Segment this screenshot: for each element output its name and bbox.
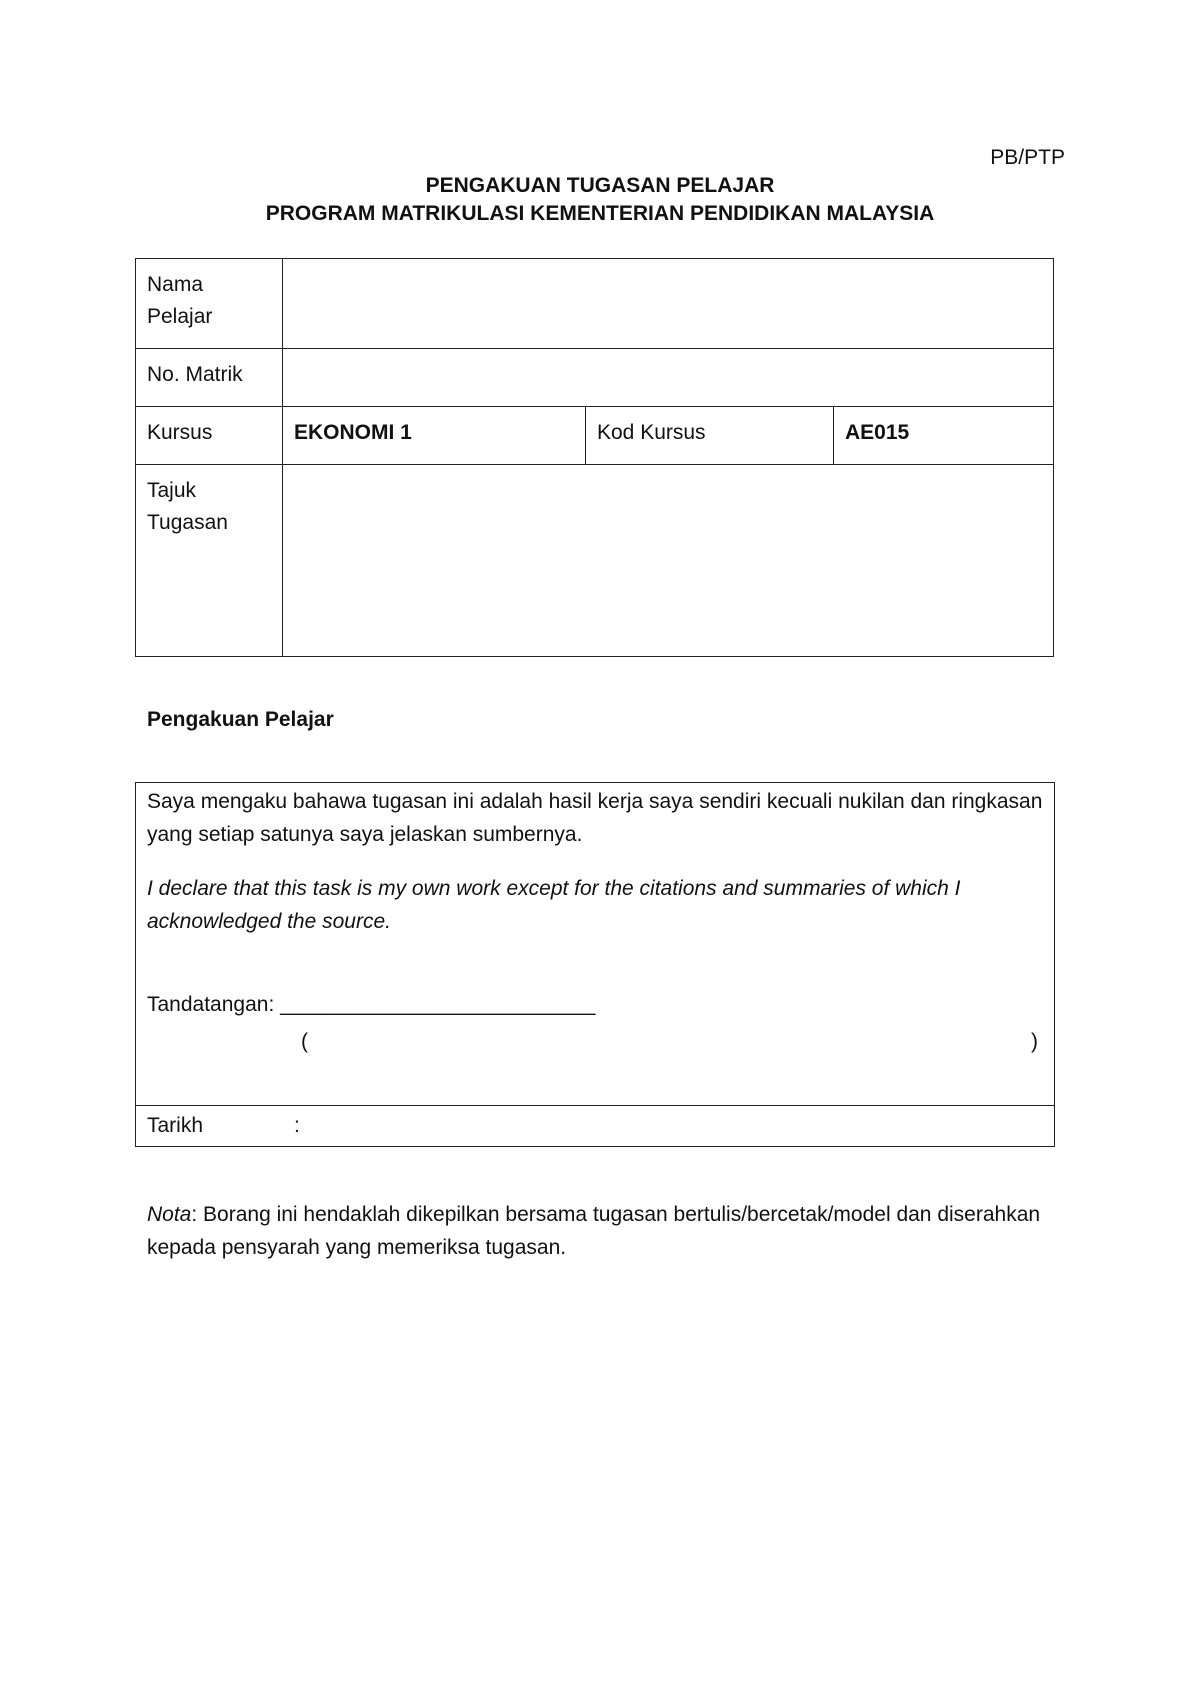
signature-label: Tandatangan <box>147 993 269 1016</box>
tajuk-label: Tajuk Tugasan <box>136 465 283 657</box>
nama-field[interactable] <box>283 259 1054 349</box>
kursus-label: Kursus <box>136 407 283 465</box>
declaration-english: I declare that this task is my own work except for the citations and summaries of which I acknowledged the source. <box>147 877 961 933</box>
note-label: Nota <box>147 1203 192 1226</box>
declaration-heading: Pengakuan Pelajar <box>147 708 334 731</box>
kursus-value: EKONOMI 1 <box>283 407 586 465</box>
signature-colon: : <box>268 993 275 1016</box>
matrik-label: No. Matrik <box>136 349 283 407</box>
kod-kursus-value: AE015 <box>834 407 1054 465</box>
date-colon: : <box>294 1114 300 1137</box>
title-line-1: PENGAKUAN TUGASAN PELAJAR <box>425 174 775 197</box>
signature-name-row <box>301 1027 1038 1057</box>
row-matrik <box>136 349 1054 407</box>
kod-kursus-label: Kod Kursus <box>586 407 834 465</box>
declaration-malay: Saya mengaku bahawa tugasan ini adalah hasil kerja saya sendiri kecuali nukilan dan ringkasan yang setiap satunya saya jelaskan sumbernya. <box>147 790 1043 846</box>
name-open-paren: ( <box>301 1030 308 1053</box>
note-text: : Borang ini hendaklah dikepilkan bersama tugasan bertulis/bercetak/model dan diserahkan kepada pensyarah yang memeriksa tugasan. <box>147 1203 1041 1259</box>
nama-label: Nama Pelajar <box>136 259 283 349</box>
note <box>147 1198 1072 1264</box>
declaration-box <box>135 782 1055 1147</box>
form-code: PB/PTP <box>990 146 1065 169</box>
row-tajuk <box>136 465 1054 657</box>
matrik-field[interactable] <box>283 349 1054 407</box>
name-close-paren: ) <box>1031 1030 1038 1053</box>
date-row[interactable] <box>136 1105 1054 1146</box>
title-line-2: PROGRAM MATRIKULASI KEMENTERIAN PENDIDIKAN MALAYSIA <box>265 202 935 225</box>
signature-line[interactable]: ___________________________ <box>280 993 596 1016</box>
date-label: Tarikh <box>147 1114 204 1137</box>
tajuk-field[interactable] <box>283 465 1054 657</box>
signature-row <box>147 990 595 1020</box>
declaration-body <box>136 783 1054 1105</box>
form-title <box>135 172 1065 228</box>
row-nama <box>136 259 1054 349</box>
student-info-table <box>135 258 1054 657</box>
row-kursus <box>136 407 1054 465</box>
